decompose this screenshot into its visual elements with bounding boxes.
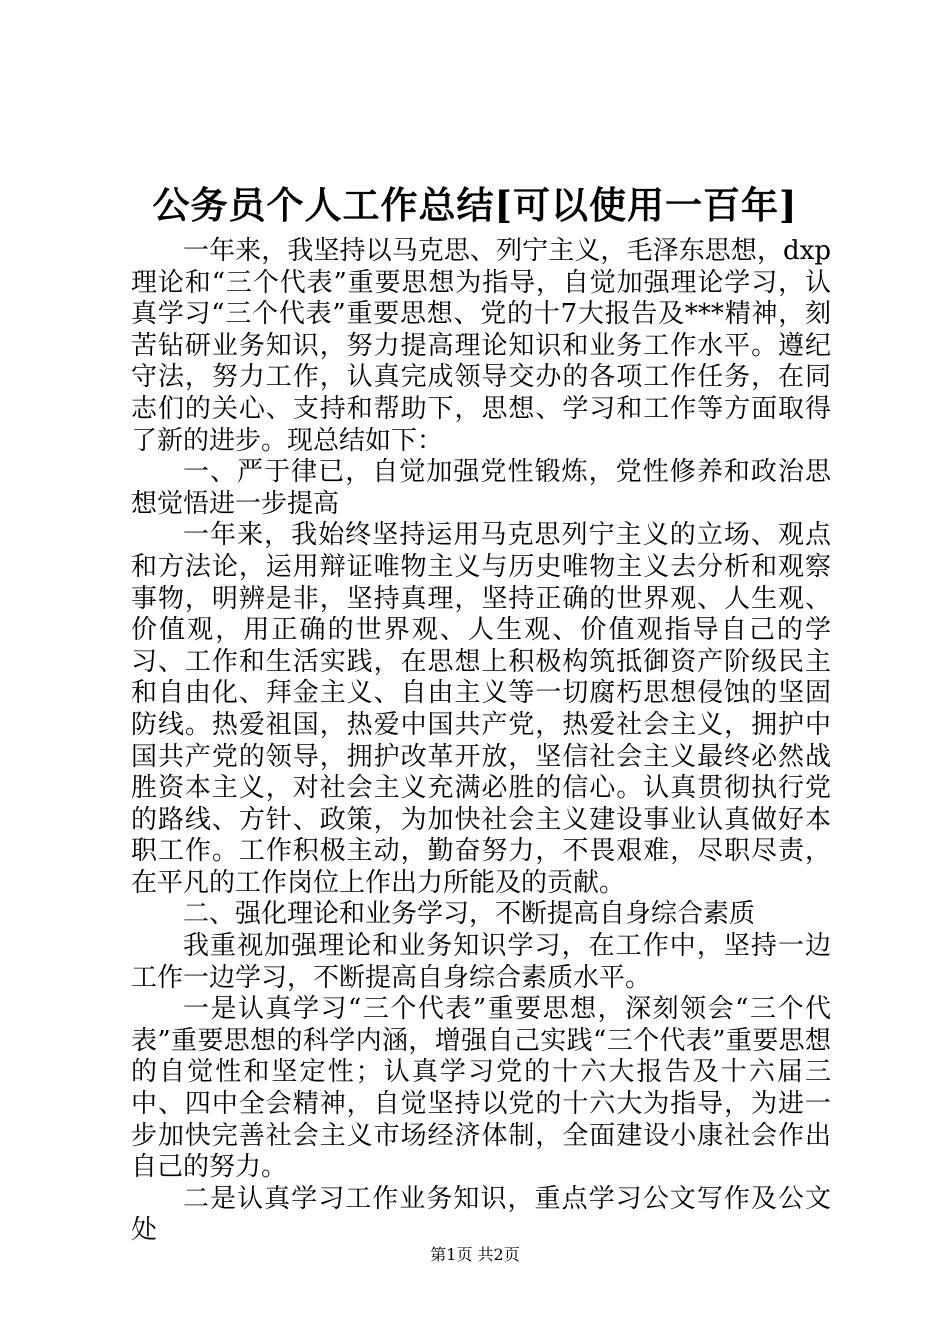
document-body (131, 236, 831, 1247)
paragraph-intro: 一年来，我坚持以马克思、列宁主义，毛泽东思想，dxp理论和“三个代表”重要思想为指导，自觉加强理论学习，认真学习“三个代表”重要思想、党的十7大报告及***精神，刻苦钻研业务知识，努力提高理论知识和业务工作水平。遵纪守法，努力工作，认真完成领导交办的各项工作任务，在同志们的关心、支持和帮助下，思想、学习和工作等方面取得了新的进步。现总结如下： (131, 236, 831, 456)
paragraph-item-2: 二是认真学习工作业务知识，重点学习公文写作及公文处 (131, 1183, 831, 1246)
paragraph-section-2-intro: 我重视加强理论和业务知识学习，在工作中，坚持一边工作一边学习，不断提高自身综合素质水平。 (131, 931, 831, 993)
paragraph-section-1: 一年来，我始终坚持运用马克思列宁主义的立场、观点和方法论，运用辩证唯物主义与历史唯物主义去分析和观察事物，明辨是非，坚持真理，坚持正确的世界观、人生观、价值观，用正确的世界观、人生观、价值观指导自己的学习、工作和生活实践，在思想上积极构筑抵御资产阶级民主和自由化、拜金主义、自由主义等一切腐朽思想侵蚀的坚固防线。热爱祖国，热爱中国共产党，热爱社会主义，拥护中国共产党的领导，拥护改革开放，坚信社会主义最终必然战胜资本主义，对社会主义充满必胜的信心。认真贯彻执行党的路线、方针、政策，为加快社会主义建设事业认真做好本职工作。工作积极主动，勤奋努力，不畏艰难，尽职尽责，在平凡的工作岗位上作出力所能及的贡献。 (131, 520, 831, 898)
section-heading-1: 一、严于律已，自觉加强党性锻炼，党性修养和政治思想觉悟进一步提高 (131, 457, 831, 519)
section-heading-2: 二、强化理论和业务学习，不断提高自身综合素质 (183, 899, 756, 930)
page-footer: 第1页 共2页 (430, 1245, 520, 1264)
document-title: 公务员个人工作总结[可以使用一百年] (152, 183, 798, 227)
paragraph-item-1: 一是认真学习“三个代表”重要思想，深刻领会“三个代表”重要思想的科学内涵，增强自己实践“三个代表”重要思想的自觉性和坚定性；认真学习党的十六大报告及十六届三中、四中全会精神，自觉坚持以党的十六大为指导，为进一步加快完善社会主义市场经济体制，全面建设小康社会作出自己的努力。 (131, 994, 831, 1183)
